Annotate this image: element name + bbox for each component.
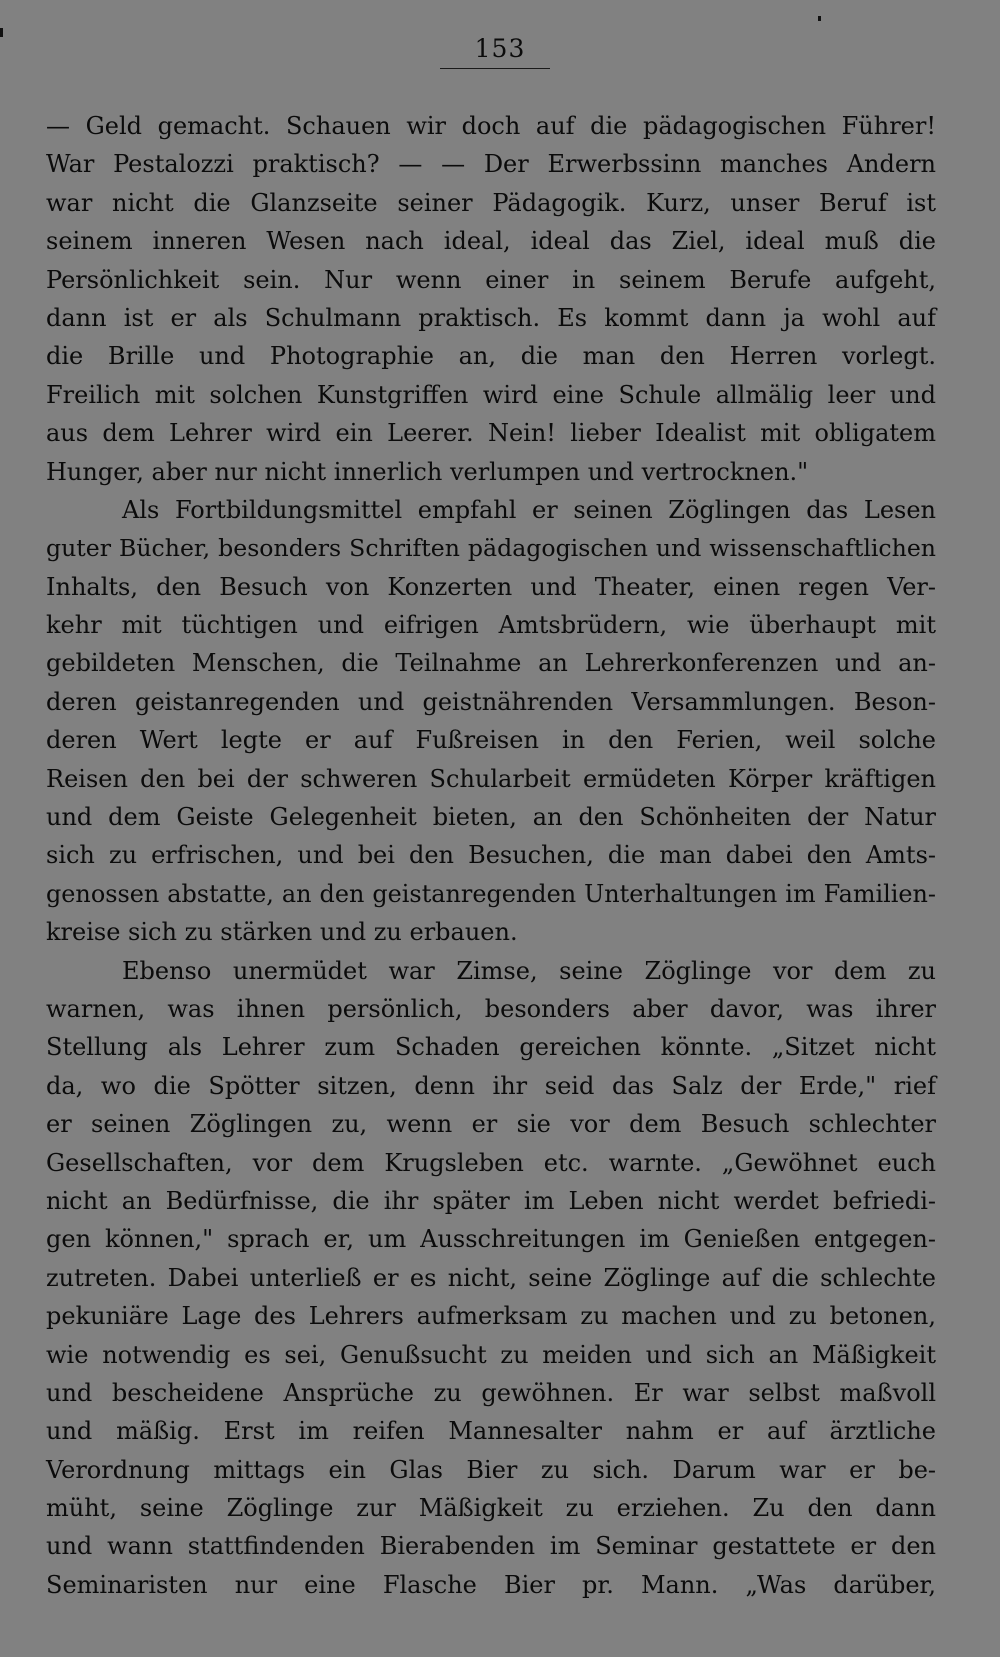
text-line: Gesellschaften, vor dem Krugsleben etc. warnte. „Gewöhnet euch	[46, 1148, 936, 1177]
scan-mark-right	[818, 16, 821, 21]
text-line: dann ist er als Schulmann praktisch. Es kommt dann ja wohl auf	[46, 303, 936, 332]
text-line: und mäßig. Erst im reifen Mannesalter nahm er auf ärztliche	[46, 1417, 936, 1446]
body-text	[46, 107, 936, 1604]
text-line: und wann stattfindenden Bierabenden im Seminar gestattete er den	[46, 1532, 936, 1561]
text-line: Reisen den bei der schweren Schularbeit ermüdeten Körper kräftigen	[46, 764, 936, 793]
text-line: gebildeten Menschen, die Teilnahme an Lehrerkonferenzen und an-	[46, 649, 936, 678]
page-number: 153	[474, 34, 526, 63]
text-line: er seinen Zöglingen zu, wenn er sie vor dem Besuch schlechter	[46, 1110, 936, 1139]
text-line: Ebenso unermüdet war Zimse, seine Zöglinge vor dem zu	[122, 956, 936, 985]
text-line: wie notwendig es sei, Genußsucht zu meiden und sich an Mäßigkeit	[46, 1340, 936, 1369]
text-line: gen können," sprach er, um Ausschreitungen im Genießen entgegen-	[46, 1225, 936, 1254]
text-line: Persönlichkeit sein. Nur wenn einer in seinem Berufe aufgeht,	[46, 265, 936, 294]
text-line: deren Wert legte er auf Fußreisen in den Ferien, weil solche	[46, 726, 936, 755]
text-line: die Brille und Photographie an, die man den Herren vorlegt.	[46, 342, 936, 371]
text-line: nicht an Bedürfnisse, die ihr später im Leben nicht werdet befriedi-	[46, 1186, 936, 1215]
text-line: Als Fortbildungsmittel empfahl er seinen Zöglingen das Lesen	[122, 495, 936, 524]
text-line: Hunger, aber nur nicht innerlich verlumpen und vertrocknen."	[46, 457, 809, 486]
text-line: kehr mit tüchtigen und eifrigen Amtsbrüdern, wie überhaupt mit	[46, 611, 936, 640]
text-line: guter Bücher, besonders Schriften pädagogischen und wissenschaftlichen	[46, 534, 936, 563]
text-line: warnen, was ihnen persönlich, besonders aber davor, was ihrer	[46, 994, 936, 1023]
text-line: kreise sich zu stärken und zu erbauen.	[46, 918, 518, 947]
text-line: und dem Geiste Gelegenheit bieten, an den Schönheiten der Natur	[46, 803, 936, 832]
text-line: seinem inneren Wesen nach ideal, ideal das Ziel, ideal muß die	[46, 227, 936, 256]
text-line: zutreten. Dabei unterließ er es nicht, seine Zöglinge auf die schlechte	[46, 1263, 936, 1292]
text-line: — Geld gemacht. Schauen wir doch auf die pädagogischen Führer!	[46, 112, 936, 140]
text-line: war nicht die Glanzseite seiner Pädagogik. Kurz, unser Beruf ist	[46, 188, 936, 217]
text-line: Inhalts, den Besuch von Konzerten und Theater, einen regen Ver-	[46, 572, 936, 601]
text-line: pekuniäre Lage des Lehrers aufmerksam zu machen und zu betonen,	[46, 1302, 936, 1331]
text-line: Seminaristen nur eine Flasche Bier pr. Mann. „Was darüber,	[46, 1570, 936, 1599]
page-number-rule	[440, 68, 550, 69]
text-line: War Pestalozzi praktisch? — — Der Erwerbssinn manches Andern	[46, 150, 936, 179]
text-line: da, wo die Spötter sitzen, denn ihr seid das Salz der Erde," rief	[46, 1071, 936, 1100]
text-line: deren geistanregenden und geistnährenden Versammlungen. Beson-	[46, 687, 936, 716]
text-line: und bescheidene Ansprüche zu gewöhnen. Er war selbst maßvoll	[46, 1378, 936, 1407]
text-line: müht, seine Zöglinge zur Mäßigkeit zu erziehen. Zu den dann	[46, 1494, 936, 1523]
text-line: aus dem Lehrer wird ein Leerer. Nein! lieber Idealist mit obligatem	[46, 419, 936, 448]
text-line: Freilich mit solchen Kunstgriffen wird eine Schule allmälig leer und	[46, 380, 936, 409]
text-line: genossen abstatte, an den geistanregenden Unterhaltungen im Familien-	[46, 879, 936, 908]
text-line: sich zu erfrischen, und bei den Besuchen, die man dabei den Amts-	[46, 841, 936, 870]
text-line: Verordnung mittags ein Glas Bier zu sich. Darum war er be-	[46, 1455, 936, 1484]
text-line: Stellung als Lehrer zum Schaden gereichen könnte. „Sitzet nicht	[46, 1033, 936, 1062]
